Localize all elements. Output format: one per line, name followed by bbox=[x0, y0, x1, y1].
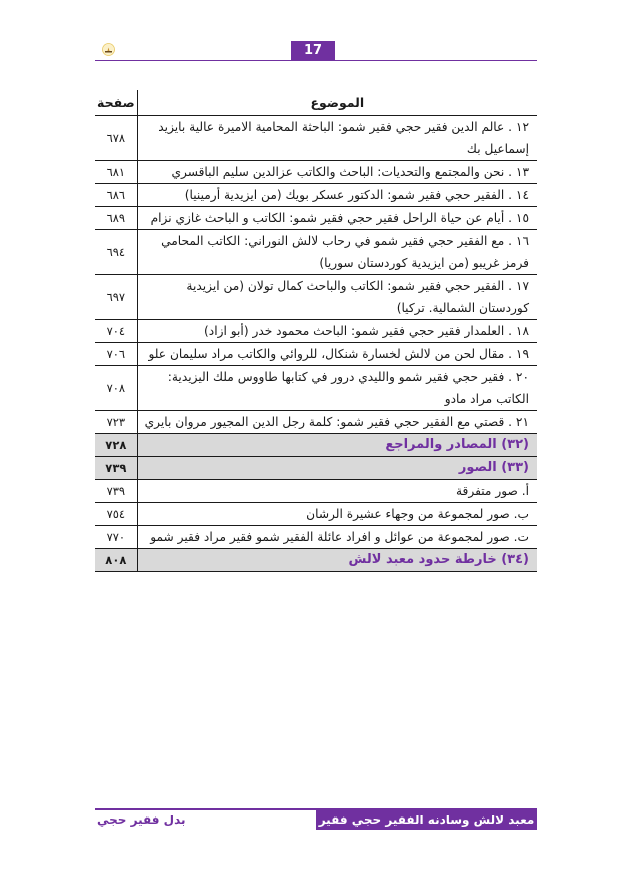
toc-page-number: ٦٨٦ bbox=[95, 184, 137, 207]
toc-section-row bbox=[95, 549, 537, 572]
toc-topic: (٣٣) الصور bbox=[137, 457, 537, 480]
toc-page-number: ٦٩٧ bbox=[95, 275, 137, 320]
toc-entry-row bbox=[95, 230, 537, 275]
toc-topic: ١٩ . مقال لحن من لالش لخسارة شنكال، للروائي والكاتب مراد سليمان علو bbox=[137, 343, 537, 366]
toc-topic: ١٦ . مع الفقير حجي فقير شمو في رحاب لالش النوراني: الكاتب المحامي فرمز غريبو (من ايزيدية كوردستان سوريا) bbox=[137, 230, 537, 275]
footer-author: بدل فقير حجي bbox=[97, 813, 186, 827]
toc-page-number: ٧٢٨ bbox=[95, 434, 137, 457]
toc-section-row bbox=[95, 457, 537, 480]
header-divider bbox=[95, 60, 537, 61]
toc-entry-row bbox=[95, 503, 537, 526]
toc-topic: ت. صور لمجموعة من عوائل و افراد عائلة الفقير شمو فقير مراد فقير شمو bbox=[137, 526, 537, 549]
toc-topic: ١٢ . عالم الدين فقير حجي فقير شمو: الباحثة المحامية الاميرة عالية بايزيد إسماعيل بك bbox=[137, 116, 537, 161]
toc-page-number: ٦٩٤ bbox=[95, 230, 137, 275]
toc-section-row bbox=[95, 434, 537, 457]
column-header-page: صفحة bbox=[95, 90, 137, 116]
toc-page-number: ٦٨١ bbox=[95, 161, 137, 184]
toc-topic: (٣٢) المصادر والمراجع bbox=[137, 434, 537, 457]
toc-page-number: ٧٠٤ bbox=[95, 320, 137, 343]
toc-page-number: ٨٠٨ bbox=[95, 549, 137, 572]
toc-page-number: ٧٣٩ bbox=[95, 457, 137, 480]
toc-page-number: ٧٠٨ bbox=[95, 366, 137, 411]
toc-topic: أ. صور متفرقة bbox=[137, 480, 537, 503]
toc-table bbox=[95, 90, 537, 572]
toc-topic: ب. صور لمجموعة من وجهاء عشيرة الرشان bbox=[137, 503, 537, 526]
toc-page-number: ٧٠٦ bbox=[95, 343, 137, 366]
toc-entry-row bbox=[95, 184, 537, 207]
toc-entry-row bbox=[95, 275, 537, 320]
toc-entry-row bbox=[95, 366, 537, 411]
toc-entry-row bbox=[95, 343, 537, 366]
toc-header-row bbox=[95, 90, 537, 116]
toc-page-number: ٦٨٩ bbox=[95, 207, 137, 230]
footer-book-title: معبد لالش وسادنه الفقير حجي فقير شمو bbox=[316, 810, 537, 830]
toc-entry-row bbox=[95, 526, 537, 549]
toc-topic: ١٥ . أيام عن حياة الراحل فقير حجي فقير شمو: الكاتب و الباحث غازي نزام bbox=[137, 207, 537, 230]
toc-topic: ١٤ . الفقير حجي فقير شمو: الدكتور عسكر بويك (من ايزيدية أرمينيا) bbox=[137, 184, 537, 207]
toc-entry-row bbox=[95, 411, 537, 434]
toc-topic: (٣٤) خارطة حدود معبد لالش bbox=[137, 549, 537, 572]
toc-topic: ١٨ . العلمدار فقير حجي فقير شمو: الباحث محمود خدر (أبو ازاد) bbox=[137, 320, 537, 343]
toc-page-number: ٧٧٠ bbox=[95, 526, 137, 549]
toc-entry-row bbox=[95, 320, 537, 343]
toc-topic: ١٧ . الفقير حجي فقير شمو: الكاتب والباحث كمال تولان (من ايزيدية كوردستان الشمالية. تركيا) bbox=[137, 275, 537, 320]
toc-page-number: ٧٣٩ bbox=[95, 480, 137, 503]
toc-topic: ١٣ . نحن والمجتمع والتحديات: الباحث والكاتب عزالدين سليم الباقسري bbox=[137, 161, 537, 184]
column-header-topic: الموضوع bbox=[310, 94, 365, 110]
toc-entry-row bbox=[95, 480, 537, 503]
toc-page-number: ٧٥٤ bbox=[95, 503, 137, 526]
toc-topic: ٢١ . قصتي مع الفقير حجي فقير شمو: كلمة رجل الدين المجيور مروان بايري bbox=[137, 411, 537, 434]
table-of-contents bbox=[95, 90, 537, 572]
lalish-temple-emblem-icon bbox=[101, 43, 116, 56]
toc-page-number: ٦٧٨ bbox=[95, 116, 137, 161]
toc-entry-row bbox=[95, 116, 537, 161]
page-number: 17 bbox=[291, 41, 335, 60]
toc-body bbox=[95, 116, 537, 572]
toc-topic: ٢٠ . فقير حجي فقير شمو والليدي درور في كتابها طاووس ملك اليزيدية: الكاتب مراد مادو bbox=[137, 366, 537, 411]
toc-entry-row bbox=[95, 207, 537, 230]
toc-entry-row bbox=[95, 161, 537, 184]
toc-page-number: ٧٢٣ bbox=[95, 411, 137, 434]
